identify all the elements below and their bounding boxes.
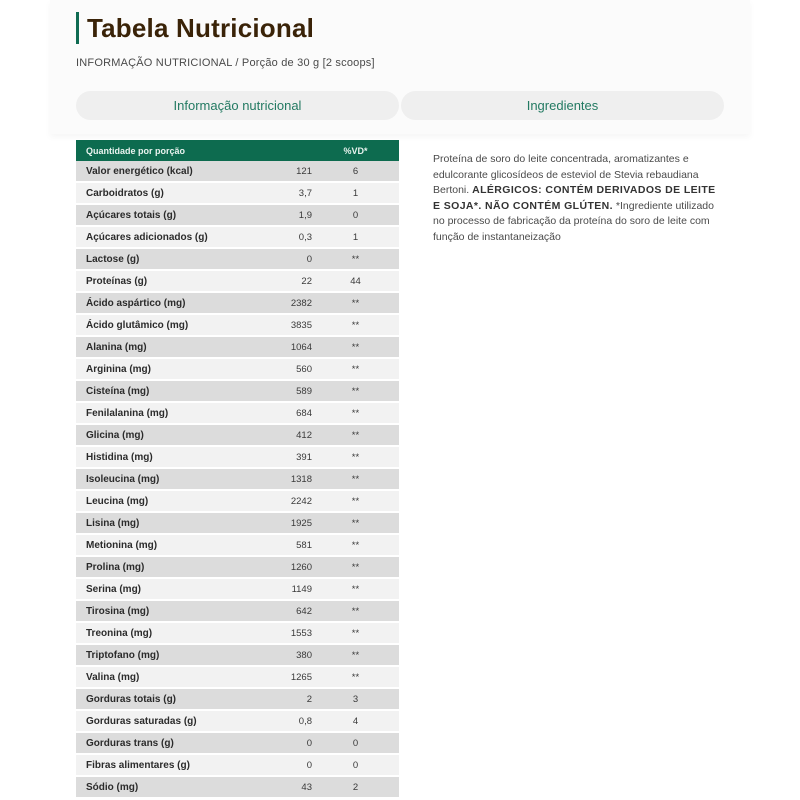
nutrient-vd: ** — [312, 249, 399, 271]
nutrient-vd: 44 — [312, 271, 399, 293]
nutrient-name: Lactose (g) — [76, 249, 266, 271]
table-row — [76, 645, 399, 667]
nutrient-vd: 1 — [312, 183, 399, 205]
nutrient-vd: ** — [312, 293, 399, 315]
nutrient-amount: 43 — [266, 777, 312, 799]
page-subtitle: INFORMAÇÃO NUTRICIONAL / Porção de 30 g [2 scoops] — [76, 57, 375, 69]
nutrient-name: Gorduras totais (g) — [76, 689, 266, 711]
table-row — [76, 579, 399, 601]
tab-ingredients[interactable]: Ingredientes — [401, 91, 724, 120]
nutrient-name: Ácido aspártico (mg) — [76, 293, 266, 315]
nutrient-amount: 589 — [266, 381, 312, 403]
table-row — [76, 447, 399, 469]
nutrient-name: Treonina (mg) — [76, 623, 266, 645]
table-row — [76, 777, 399, 799]
nutrient-amount: 3835 — [266, 315, 312, 337]
table-row — [76, 381, 399, 403]
header-quantity: Quantidade por porção — [76, 140, 312, 161]
nutrient-name: Fibras alimentares (g) — [76, 755, 266, 777]
table-row — [76, 183, 399, 205]
nutrient-vd: 1 — [312, 227, 399, 249]
nutrient-name: Alanina (mg) — [76, 337, 266, 359]
nutrient-name: Fenilalanina (mg) — [76, 403, 266, 425]
nutrient-amount: 22 — [266, 271, 312, 293]
table-row — [76, 249, 399, 271]
table-row — [76, 623, 399, 645]
table-row — [76, 425, 399, 447]
nutrient-amount: 1553 — [266, 623, 312, 645]
nutrient-vd: ** — [312, 513, 399, 535]
nutrient-vd: ** — [312, 469, 399, 491]
nutrient-name: Glicina (mg) — [76, 425, 266, 447]
nutrient-name: Histidina (mg) — [76, 447, 266, 469]
nutrient-amount: 642 — [266, 601, 312, 623]
table-row — [76, 337, 399, 359]
nutrient-name: Triptofano (mg) — [76, 645, 266, 667]
nutrient-vd: ** — [312, 447, 399, 469]
nutrient-name: Açúcares totais (g) — [76, 205, 266, 227]
nutrition-table-body — [76, 161, 399, 799]
nutrient-vd: ** — [312, 381, 399, 403]
nutrient-vd: ** — [312, 491, 399, 513]
table-row — [76, 601, 399, 623]
page-title: Tabela Nutricional — [87, 13, 315, 43]
nutrient-amount: 121 — [266, 161, 312, 183]
table-header-row — [76, 140, 399, 161]
nutrient-amount: 1064 — [266, 337, 312, 359]
table-row — [76, 667, 399, 689]
table-row — [76, 469, 399, 491]
nutrient-name: Isoleucina (mg) — [76, 469, 266, 491]
nutrient-vd: 2 — [312, 777, 399, 799]
nutrient-name: Arginina (mg) — [76, 359, 266, 381]
ingredients-footnote: *Ingrediente utilizado no processo de fabricação da proteína do soro de leite com função de instantaneização — [433, 199, 714, 243]
nutrient-amount: 1149 — [266, 579, 312, 601]
nutrient-amount: 1265 — [266, 667, 312, 689]
nutrient-name: Prolina (mg) — [76, 557, 266, 579]
nutrient-vd: ** — [312, 645, 399, 667]
nutrient-vd: ** — [312, 579, 399, 601]
nutrient-vd: 6 — [312, 161, 399, 183]
nutrient-vd: ** — [312, 667, 399, 689]
table-row — [76, 205, 399, 227]
header-vd: %VD* — [312, 140, 399, 161]
nutrient-name: Ácido glutâmico (mg) — [76, 315, 266, 337]
table-row — [76, 227, 399, 249]
nutrient-vd: ** — [312, 601, 399, 623]
nutrient-amount: 412 — [266, 425, 312, 447]
table-row — [76, 293, 399, 315]
table-row — [76, 271, 399, 293]
nutrient-vd: ** — [312, 623, 399, 645]
nutrient-vd: 0 — [312, 733, 399, 755]
nutrient-amount: 2242 — [266, 491, 312, 513]
table-row — [76, 755, 399, 777]
title-block — [76, 12, 314, 44]
nutrient-vd: ** — [312, 315, 399, 337]
table-row — [76, 491, 399, 513]
nutrient-name: Serina (mg) — [76, 579, 266, 601]
nutrient-vd: ** — [312, 359, 399, 381]
table-row — [76, 315, 399, 337]
nutrient-name: Gorduras saturadas (g) — [76, 711, 266, 733]
nutrient-name: Valor energético (kcal) — [76, 161, 266, 183]
ingredients-text — [433, 152, 718, 245]
tab-nutrition-info[interactable]: Informação nutricional — [76, 91, 399, 120]
ingredients-intro: Proteína de soro do leite concentrada, aromatizantes e edulcorante glicosídeos de esteviol de Stevia rebaudiana Bertoni. — [433, 153, 699, 196]
table-row — [76, 513, 399, 535]
table-row — [76, 535, 399, 557]
nutrient-vd: 3 — [312, 689, 399, 711]
nutrient-vd: ** — [312, 403, 399, 425]
nutrient-name: Lisina (mg) — [76, 513, 266, 535]
nutrient-amount: 2 — [266, 689, 312, 711]
nutrient-name: Carboidratos (g) — [76, 183, 266, 205]
nutrient-amount: 0 — [266, 733, 312, 755]
nutrient-amount: 1260 — [266, 557, 312, 579]
nutrient-amount: 1318 — [266, 469, 312, 491]
table-row — [76, 689, 399, 711]
nutrient-amount: 581 — [266, 535, 312, 557]
nutrient-name: Metionina (mg) — [76, 535, 266, 557]
nutrient-amount: 0 — [266, 249, 312, 271]
nutrient-name: Açúcares adicionados (g) — [76, 227, 266, 249]
nutrient-name: Leucina (mg) — [76, 491, 266, 513]
nutrient-amount: 1,9 — [266, 205, 312, 227]
table-row — [76, 359, 399, 381]
nutrient-amount: 2382 — [266, 293, 312, 315]
nutrient-vd: ** — [312, 337, 399, 359]
nutrient-amount: 391 — [266, 447, 312, 469]
nutrient-name: Proteínas (g) — [76, 271, 266, 293]
nutrient-vd: ** — [312, 425, 399, 447]
nutrient-name: Cisteína (mg) — [76, 381, 266, 403]
nutrient-vd: 0 — [312, 755, 399, 777]
nutrient-vd: ** — [312, 535, 399, 557]
nutrient-name: Sódio (mg) — [76, 777, 266, 799]
nutrient-amount: 0,3 — [266, 227, 312, 249]
table-row — [76, 161, 399, 183]
nutrition-table — [76, 140, 399, 799]
allergens-warning: ALÉRGICOS: CONTÉM DERIVADOS DE LEITE E SOJA*. NÃO CONTÉM GLÚTEN. — [433, 184, 716, 212]
nutrient-name: Valina (mg) — [76, 667, 266, 689]
nutrient-amount: 560 — [266, 359, 312, 381]
nutrient-vd: 4 — [312, 711, 399, 733]
nutrient-amount: 0 — [266, 755, 312, 777]
nutrient-amount: 684 — [266, 403, 312, 425]
nutrient-amount: 0,8 — [266, 711, 312, 733]
nutrient-name: Tirosina (mg) — [76, 601, 266, 623]
nutrient-amount: 380 — [266, 645, 312, 667]
nutrient-name: Gorduras trans (g) — [76, 733, 266, 755]
nutrient-vd: ** — [312, 557, 399, 579]
table-row — [76, 557, 399, 579]
table-row — [76, 403, 399, 425]
table-row — [76, 711, 399, 733]
nutrient-vd: 0 — [312, 205, 399, 227]
table-row — [76, 733, 399, 755]
nutrient-amount: 1925 — [266, 513, 312, 535]
nutrient-amount: 3,7 — [266, 183, 312, 205]
